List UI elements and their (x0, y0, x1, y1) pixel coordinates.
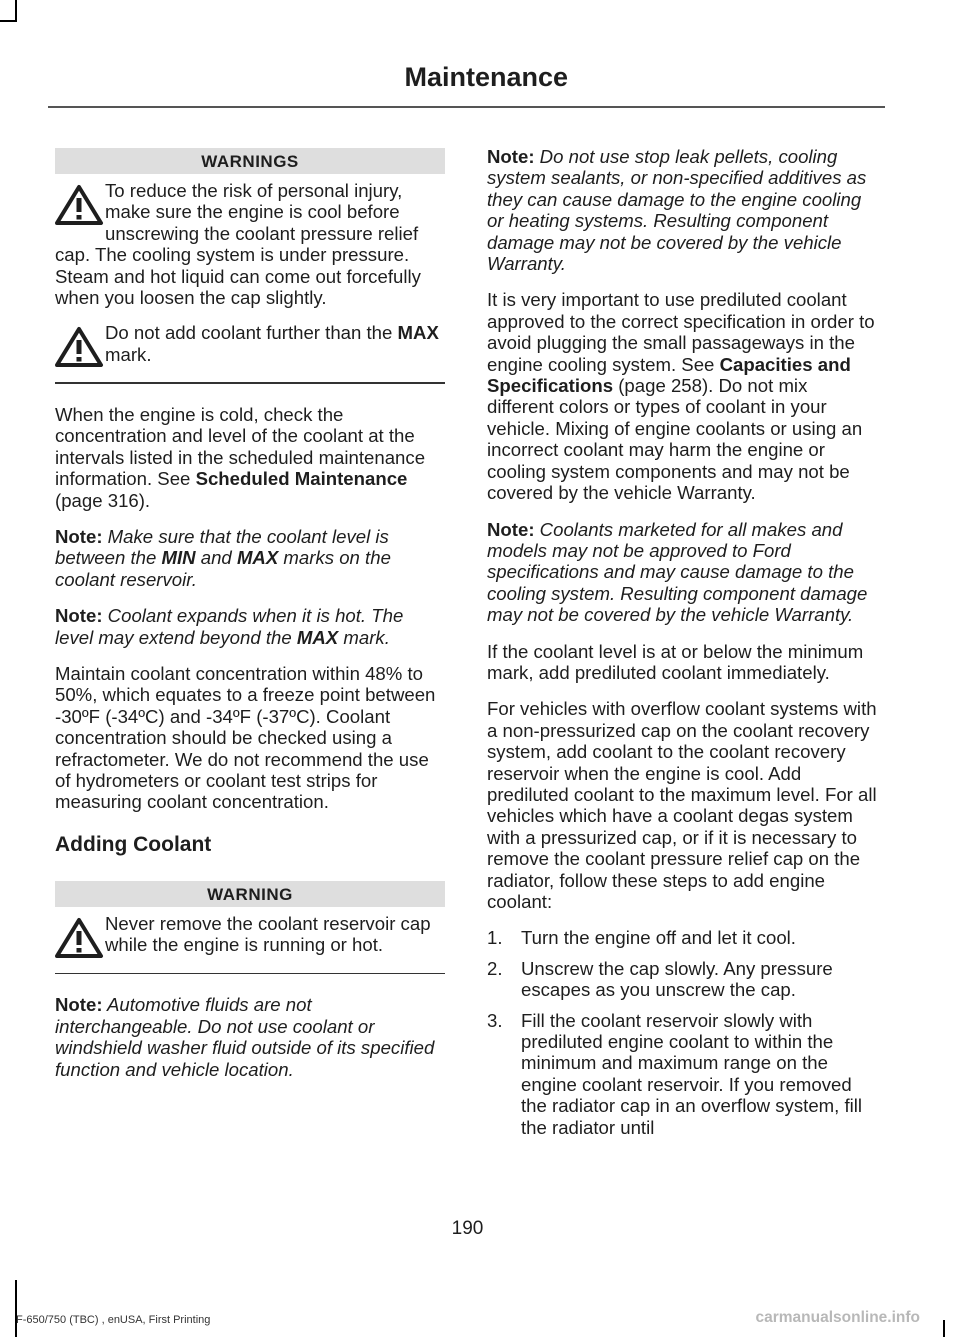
note: Note: Do not use stop leak pellets, cooling system sealants, or non-specified additives as they can cause damage to the engine cooling or heating systems. Resulting component damage may not be covered by the vehicle Warranty. (487, 146, 867, 275)
list-item: 1. Turn the engine off and let it cool. (487, 927, 796, 949)
warning-text: Do not add coolant further than the (105, 322, 398, 344)
warning-triangle-icon (53, 917, 105, 959)
warning-text-end: mark. (105, 343, 152, 365)
crop-mark (15, 1280, 17, 1337)
paragraph: If the coolant level is at or below the minimum mark, add prediluted coolant immediately. (487, 640, 864, 683)
warning-text: Never remove the coolant reservoir cap while the engine is running or hot. (105, 912, 431, 956)
left-column (55, 148, 445, 1095)
list-item: 3. Fill the coolant reservoir slowly with prediluted engine coolant to within the minimum and maximum range on the engine coolant reservoir. If you removed the radiator cap in an overflow system, fill the radiator until (487, 1009, 863, 1138)
note-label: Note: (55, 605, 103, 627)
link-scheduled-maintenance[interactable]: Scheduled Maintenance (195, 468, 408, 490)
page-title: Maintenance (404, 62, 568, 92)
warning-text: To reduce the risk of personal injury, make sure the engine is cool before unscrewing the coolant pressure relief cap. The cooling system is under pressure. Steam and hot liquid can come out forcefully when you loosen the cap slightly. (55, 180, 421, 309)
warning-item (55, 322, 445, 368)
paragraph: For vehicles with overflow coolant systems with a non-pressurized cap on the coolant recovery system, add coolant to the coolant recovery reservoir when the engine is cool. Add prediluted coolant to the maximum level. For all vehicles which have a coolant degas system with a pressurized cap, or if it is necessary to remove the coolant pressure relief cap on the radiator, follow these steps to add engine coolant: (487, 698, 877, 912)
list-item: 2. Unscrew the cap slowly. Any pressure escapes as you unscrew the cap. (487, 957, 833, 1001)
paragraph: It is very important to use prediluted coolant approved to the correct specification in order to avoid plugging the small passageways in the engine cooling system. See Capacities and Specifications (page 258). Do not mix different colors or types of coolant in your vehicle. Mixing of engine coolants or using an incorrect coolant may harm the engine or cooling system components and may not be covered by the vehicle Warranty. (487, 289, 875, 504)
note: Note: Make sure that the coolant level is between the MIN and MAX marks on the coolant reservoir. (55, 525, 391, 590)
paragraph: When the engine is cold, check the concentration and level of the coolant at the intervals listed in the scheduled maintenance information. See Scheduled Maintenance (page 316). (55, 403, 426, 511)
warning-header: WARNING (55, 881, 445, 907)
warning-item (55, 913, 445, 959)
header-divider (48, 106, 885, 108)
link-capacities-specifications[interactable]: Capacities and Specifications (487, 353, 851, 397)
note-label: Note: (487, 518, 535, 540)
steps-list (487, 927, 877, 1138)
crop-mark (943, 1320, 945, 1337)
right-column (487, 146, 877, 1147)
warnings-header: WARNINGS (55, 148, 445, 174)
note: Note: Coolants marketed for all makes and models may not be approved to Ford specifications and may cause damage to the cooling system. Resulting component damage may not be covered by the vehicle Warranty. (487, 518, 868, 626)
page-number: 190 (451, 1218, 484, 1239)
paragraph: Maintain coolant concentration within 48% to 50%, which equates to a freeze point between -30ºF (-34ºC) and -34ºF (-37ºC). Coolant concentration should be checked using a refractometer. We do not recommend the use of hydrometers or coolant test strips for measuring coolant concentration. (55, 663, 436, 813)
max-mark: MAX (397, 322, 439, 344)
warning-triangle-icon (53, 326, 105, 368)
note-label: Note: (55, 994, 103, 1016)
warning-triangle-icon (53, 184, 105, 226)
note: Note: Coolant expands when it is hot. The level may extend beyond the MAX mark. (55, 605, 404, 648)
footer-text: F-650/750 (TBC) , enUSA, First Printing (16, 1314, 211, 1326)
watermark: carmanualsonline.info (755, 1309, 920, 1326)
crop-mark (0, 20, 17, 22)
note-label: Note: (487, 146, 535, 167)
note: Note: Automotive fluids are not interchangeable. Do not use coolant or windshield washer fluid outside of its specified function and vehicle location. (55, 994, 435, 1080)
crop-mark (15, 0, 17, 22)
note-label: Note: (55, 525, 103, 547)
warning-divider (55, 382, 445, 384)
section-heading: Adding Coolant (55, 832, 212, 856)
warning-item (55, 180, 445, 308)
warning-divider (55, 973, 445, 975)
